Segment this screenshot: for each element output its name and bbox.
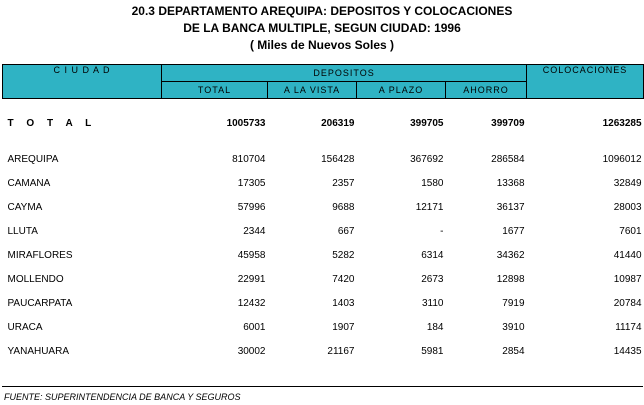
table-cell: 30002 — [237, 345, 266, 357]
table-cell: 45958 — [237, 249, 266, 261]
table-row — [3, 315, 644, 339]
table-cell: 32849 — [613, 177, 642, 189]
header-depositos: DEPOSITOS — [162, 65, 527, 82]
table-bottom-rule — [2, 386, 643, 387]
total-label: T O T A L — [7, 118, 97, 129]
total-cell: 399705 — [410, 118, 444, 129]
spacer-row — [3, 133, 644, 147]
total-cell: 206319 — [321, 118, 355, 129]
table-row — [3, 267, 644, 291]
city-name: AREQUIPA — [7, 153, 59, 165]
table-cell: 20784 — [613, 297, 642, 309]
table-cell: 14435 — [613, 345, 642, 357]
table-cell: 667 — [337, 225, 355, 237]
header-a-la-vista: A LA VISTA — [268, 82, 357, 99]
table-cell: 6001 — [243, 321, 266, 333]
table-cell: 10987 — [613, 273, 642, 285]
table-cell: 5282 — [332, 249, 355, 261]
table-row — [3, 219, 644, 243]
table-cell: - — [440, 225, 444, 237]
table-cell: 6314 — [421, 249, 444, 261]
table-row — [3, 147, 644, 171]
table-cell: 12898 — [496, 273, 525, 285]
table-cell: 28003 — [613, 201, 642, 213]
table-cell: 21167 — [327, 345, 355, 357]
table-title-line-1: 20.3 DEPARTAMENTO AREQUIPA: DEPOSITOS Y COLOCACIONES — [131, 4, 513, 18]
table-cell: 1677 — [502, 225, 525, 237]
city-name: YANAHUARA — [7, 345, 69, 357]
header-ahorro: AHORRO — [446, 82, 527, 99]
table-cell: 1580 — [421, 177, 444, 189]
city-name: URACA — [7, 321, 43, 333]
table-cell: 5981 — [421, 345, 444, 357]
table-row — [3, 195, 644, 219]
table-cell: 57996 — [237, 201, 266, 213]
table-cell: 367692 — [410, 153, 444, 165]
table-cell: 13368 — [496, 177, 525, 189]
table-cell: 810704 — [232, 153, 266, 165]
total-cell: 1263285 — [602, 118, 642, 129]
table-row — [3, 339, 644, 363]
table-cell: 1096012 — [602, 153, 642, 165]
table-row — [3, 243, 644, 267]
header-colocaciones: COLOCACIONES — [527, 65, 644, 99]
total-cell: 399709 — [491, 118, 525, 129]
table-cell: 36137 — [496, 201, 525, 213]
table-cell: 7919 — [502, 297, 525, 309]
city-name: CAMANA — [7, 177, 51, 189]
table-body — [3, 99, 644, 364]
city-name: MIRAFLORES — [7, 249, 73, 261]
table-cell: 9688 — [332, 201, 355, 213]
total-row — [3, 99, 644, 134]
table-cell: 7420 — [332, 273, 355, 285]
table-cell: 12171 — [415, 201, 444, 213]
table-cell: 2357 — [332, 177, 355, 189]
city-name: PAUCARPATA — [7, 297, 73, 309]
table-cell: 34362 — [496, 249, 525, 261]
table-cell: 2854 — [502, 345, 525, 357]
table-cell: 286584 — [491, 153, 525, 165]
header-total: TOTAL — [162, 82, 268, 99]
table-cell: 22991 — [237, 273, 266, 285]
table-cell: 1403 — [332, 297, 355, 309]
table-title-units: ( Miles de Nuevos Soles ) — [249, 38, 395, 52]
table-title-line-2: DE LA BANCA MULTIPLE, SEGUN CIUDAD: 1996 — [183, 21, 461, 35]
table-cell: 156428 — [321, 153, 355, 165]
table-cell: 7601 — [619, 225, 642, 237]
table-cell: 2673 — [421, 273, 444, 285]
table-cell: 2344 — [243, 225, 266, 237]
total-cell: 1005733 — [226, 118, 266, 129]
table-row — [3, 171, 644, 195]
table-cell: 41440 — [613, 249, 642, 261]
table-cell: 17305 — [237, 177, 266, 189]
city-name: CAYMA — [7, 201, 43, 213]
table-cell: 11174 — [615, 321, 642, 333]
table-cell: 12432 — [237, 297, 266, 309]
city-name: LLUTA — [7, 225, 38, 237]
table-cell: 184 — [426, 321, 444, 333]
table-cell: 3910 — [502, 321, 525, 333]
header-ciudad: C I U D A D — [3, 65, 162, 99]
table-cell: 3110 — [421, 297, 444, 309]
table-cell: 1907 — [332, 321, 355, 333]
table-header — [3, 65, 644, 99]
deposits-table — [2, 64, 644, 363]
source-note: FUENTE: SUPERINTENDENCIA DE BANCA Y SEGUROS — [4, 392, 241, 402]
header-a-plazo: A PLAZO — [357, 82, 446, 99]
city-name: MOLLENDO — [7, 273, 64, 285]
table-row — [3, 291, 644, 315]
